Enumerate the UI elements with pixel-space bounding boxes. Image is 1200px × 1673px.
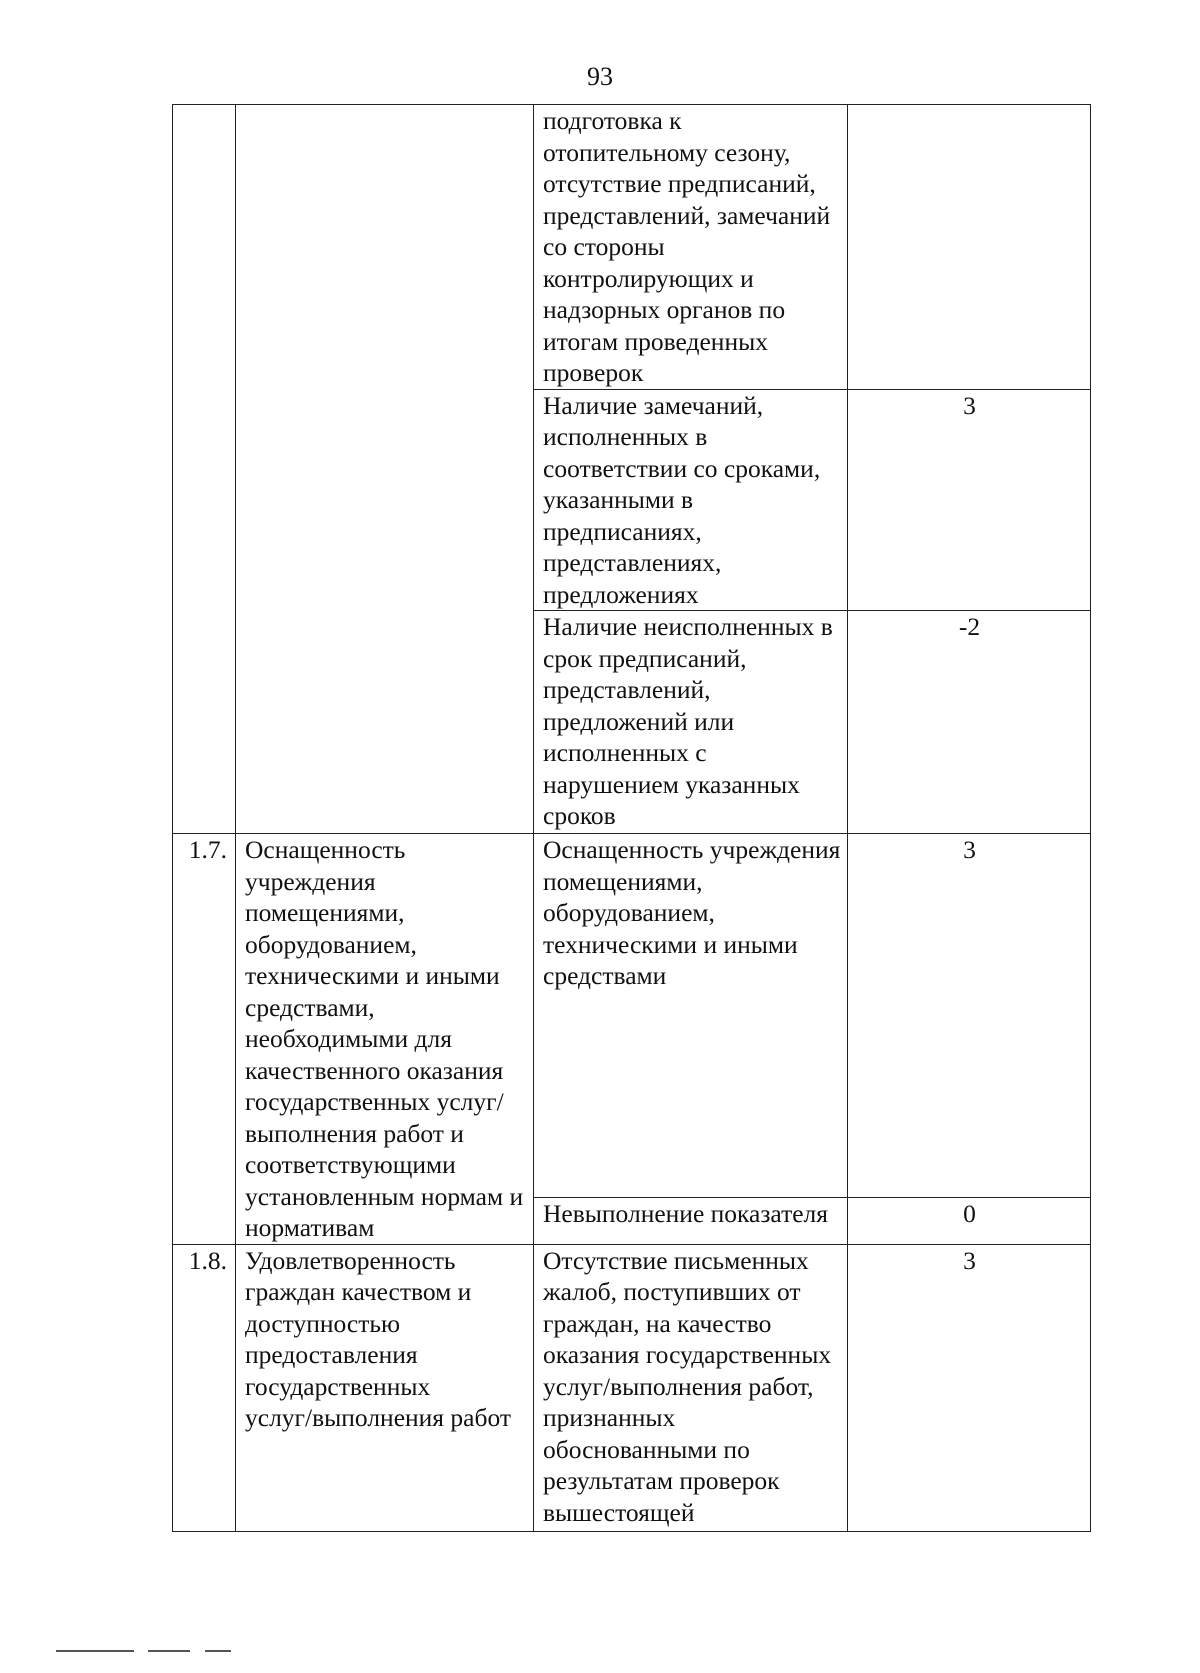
cell-text-line: установленным нормам и bbox=[245, 1181, 524, 1211]
cell-text-line: Удовлетворенность bbox=[245, 1245, 456, 1275]
cell-text-line: обоснованными по bbox=[543, 1434, 750, 1464]
score-cell: 0 bbox=[848, 1198, 1091, 1244]
cell-text-line: нормативам bbox=[245, 1213, 375, 1242]
cell-text-line: помещениями, bbox=[543, 866, 703, 896]
cell-text-line: Оснащенность учреждения bbox=[543, 835, 841, 864]
cell-text-line: доступностью bbox=[245, 1308, 401, 1338]
cell-text-line: исполненных в bbox=[543, 422, 708, 451]
cell-text-line: помещениями, bbox=[245, 898, 405, 927]
cell-text-line: соответствующими bbox=[245, 1150, 456, 1179]
cell-text-line: отсутствие предписаний, bbox=[543, 169, 816, 198]
cell-text-line: надзорных органов по bbox=[543, 295, 786, 324]
row-number-cell: 1.7. bbox=[173, 834, 236, 1245]
scan-artifact-line bbox=[56, 1650, 134, 1652]
scan-artifact-line bbox=[205, 1650, 231, 1652]
cell-text-line: услуг/выполнения работ bbox=[245, 1403, 512, 1432]
criterion-cell bbox=[236, 834, 534, 1245]
cell-text-line: граждан качеством и bbox=[245, 1277, 472, 1306]
table-row bbox=[173, 1244, 1091, 1531]
cell-text-line: Отсутствие письменных bbox=[543, 1245, 809, 1275]
cell-text-line: Невыполнение показателя bbox=[543, 1199, 829, 1229]
cell-text-line: Наличие замечаний, bbox=[543, 390, 764, 420]
cell-text-line: сроков bbox=[543, 801, 616, 830]
cell-text-line: указанными в bbox=[543, 485, 694, 514]
cell-text-line: нарушением указанных bbox=[543, 769, 800, 799]
condition-cell bbox=[534, 105, 848, 390]
cell-text-line: со стороны bbox=[543, 232, 665, 261]
score-cell: 3 bbox=[848, 1244, 1091, 1531]
score-cell: 3 bbox=[848, 389, 1091, 611]
cell-text-line: техническими и иными bbox=[245, 961, 500, 990]
cell-text-line: необходимыми для bbox=[245, 1024, 452, 1053]
cell-text-line: подготовка к bbox=[543, 106, 682, 135]
cell-text-line: средствами, bbox=[245, 992, 375, 1022]
cell-text-line: предоставления bbox=[245, 1340, 418, 1369]
cell-text-line: оказания государственных bbox=[543, 1340, 832, 1369]
cell-text-line: предписаниях, bbox=[543, 516, 702, 546]
row-number-cell bbox=[173, 105, 236, 834]
cell-text-line: вышестоящей bbox=[543, 1497, 695, 1527]
criterion-cell bbox=[236, 1244, 534, 1531]
cell-text-line: услуг/выполнения работ, bbox=[543, 1371, 814, 1401]
criteria-table bbox=[172, 104, 1091, 1532]
scan-artifact-line bbox=[148, 1650, 190, 1652]
row-number-cell: 1.8. bbox=[173, 1244, 236, 1531]
cell-text-line: исполненных с bbox=[543, 738, 707, 767]
condition-cell bbox=[534, 389, 848, 611]
condition-cell bbox=[534, 1244, 848, 1531]
criterion-cell bbox=[236, 105, 534, 834]
score-cell: 3 bbox=[848, 834, 1091, 1198]
cell-text-line: предложений или bbox=[543, 706, 735, 736]
score-cell: -2 bbox=[848, 611, 1091, 834]
cell-text-line: выполнения работ и bbox=[245, 1118, 464, 1148]
cell-text-line: представлений, замечаний bbox=[543, 200, 831, 230]
cell-text-line: оборудованием, bbox=[245, 929, 417, 959]
cell-text-line: контролирующих и bbox=[543, 263, 754, 293]
cell-text-line: признанных bbox=[543, 1403, 676, 1432]
cell-text-line: отопительному сезону, bbox=[543, 137, 791, 167]
cell-text-line: граждан, на качество bbox=[543, 1308, 772, 1338]
cell-text-line: жалоб, поступивших от bbox=[543, 1277, 801, 1306]
cell-text-line: проверок bbox=[543, 358, 644, 387]
condition-cell bbox=[534, 834, 848, 1198]
page-number: 93 bbox=[587, 62, 613, 91]
cell-text-line: срок предписаний, bbox=[543, 643, 747, 673]
cell-text-line: государственных bbox=[245, 1371, 431, 1401]
cell-text-line: результатам проверок bbox=[543, 1466, 780, 1495]
cell-text-line: соответствии со сроками, bbox=[543, 453, 821, 483]
cell-text-line: учреждения bbox=[245, 866, 376, 896]
cell-text-line: Наличие неисполненных в bbox=[543, 612, 833, 641]
cell-text-line: техническими и иными bbox=[543, 929, 798, 959]
table-row bbox=[173, 105, 1091, 390]
cell-text-line: средствами bbox=[543, 961, 667, 990]
condition-cell bbox=[534, 611, 848, 834]
condition-cell bbox=[534, 1198, 848, 1244]
cell-text-line: представлений, bbox=[543, 675, 711, 704]
cell-text-line: государственных услуг/ bbox=[245, 1087, 504, 1116]
cell-text-line: качественного оказания bbox=[245, 1055, 504, 1085]
score-cell bbox=[848, 105, 1091, 390]
table-row bbox=[173, 834, 1091, 1198]
cell-text-line: итогам проведенных bbox=[543, 326, 768, 356]
cell-text-line: представлениях, bbox=[543, 548, 722, 577]
cell-text-line: оборудованием, bbox=[543, 898, 715, 927]
cell-text-line: Оснащенность bbox=[245, 835, 406, 864]
cell-text-line: предложениях bbox=[543, 579, 699, 609]
